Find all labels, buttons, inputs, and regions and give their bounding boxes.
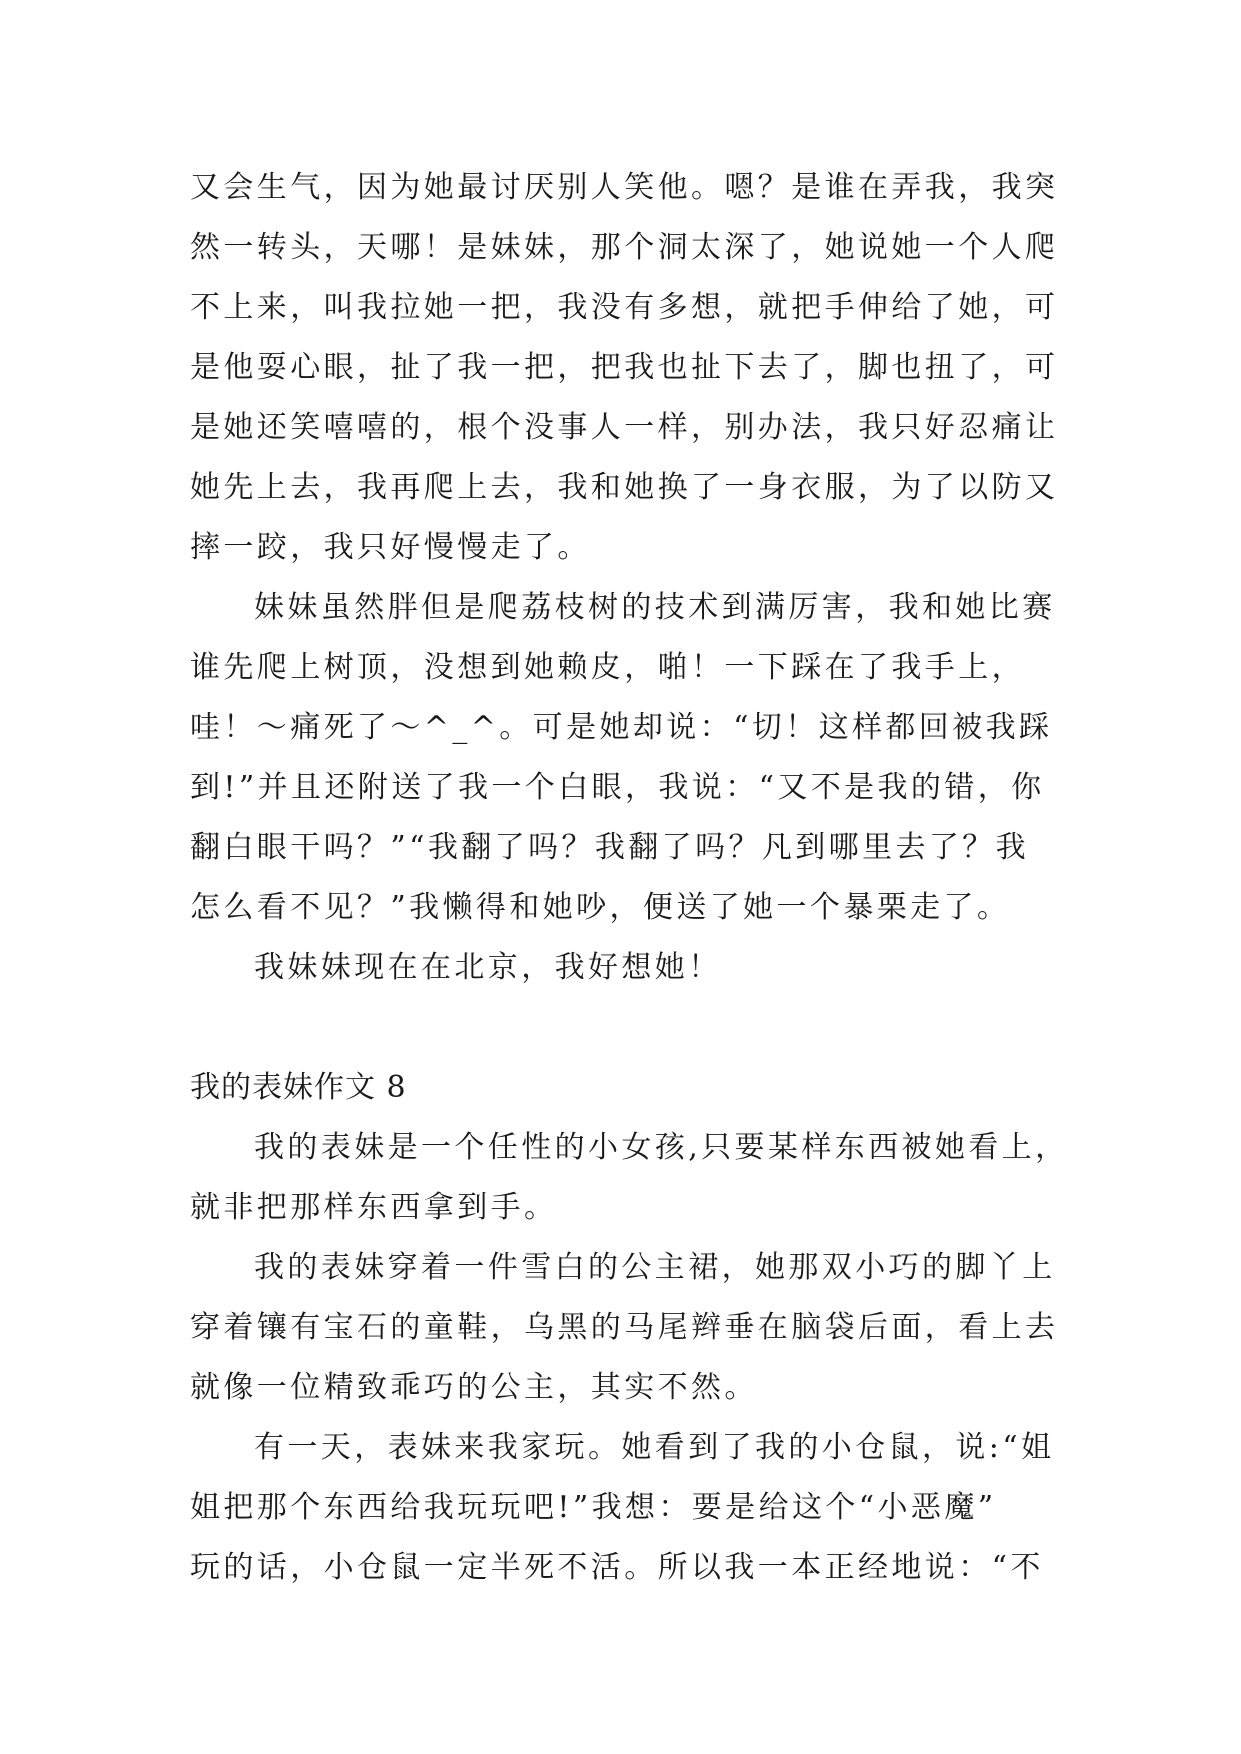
document-page xyxy=(190,158,1069,1598)
spacer xyxy=(190,998,1050,1058)
text-line: 摔一跤，我只好慢慢走了。 xyxy=(190,530,591,565)
text-line: 我的表妹是一个任性的小女孩,只要某样东西被她看上， xyxy=(254,1130,1069,1165)
text-line: 她先上去，我再爬上去，我和她换了一身衣服，为了以防又 xyxy=(190,470,1059,505)
text-line: 我的表妹穿着一件雪白的公主裙，她那双小巧的脚丫上 xyxy=(254,1250,1056,1285)
text-line: 翻白眼干吗？”“我翻了吗？我翻了吗？凡到哪里去了？我 xyxy=(190,830,1030,865)
text-line: 我妹妹现在在北京，我好想她！ xyxy=(254,950,722,985)
text-line: 又会生气，因为她最讨厌别人笑他。嗯？是谁在弄我，我突 xyxy=(190,170,1059,205)
text-line: 就像一位精致乖巧的公主，其实不然。 xyxy=(190,1370,758,1405)
text-line: 有一天，表妹来我家玩。她看到了我的小仓鼠，说:“姐 xyxy=(254,1430,1055,1465)
text-line: 哇！～痛死了～^_^。可是她却说：“切！这样都回被我踩 xyxy=(190,710,1053,745)
text-line: 然一转头，天哪！是妹妹，那个洞太深了，她说她一个人爬 xyxy=(190,230,1059,265)
section-title: 我的表妹作文 8 xyxy=(190,1070,407,1105)
text-line: 是他耍心眼，扯了我一把，把我也扯下去了，脚也扭了，可 xyxy=(190,350,1059,385)
paragraph xyxy=(190,938,1050,998)
paragraph xyxy=(190,578,1056,938)
paragraph xyxy=(190,158,1059,578)
text-line: 不上来，叫我拉她一把，我没有多想，就把手伸给了她，可 xyxy=(190,290,1059,325)
paragraph xyxy=(190,1418,1055,1598)
text-line: 是她还笑嘻嘻的，根个没事人一样，别办法，我只好忍痛让 xyxy=(190,410,1059,445)
text-line: 怎么看不见？”我懒得和她吵，便送了她一个暴栗走了。 xyxy=(190,890,1011,925)
paragraph xyxy=(190,1238,1059,1418)
text-line: 妹妹虽然胖但是爬荔枝树的技术到满厉害，我和她比赛 xyxy=(254,590,1056,625)
paragraph xyxy=(190,1118,1069,1238)
text-line: 姐把那个东西给我玩玩吧!”我想：要是给这个“小恶魔” xyxy=(190,1490,997,1525)
text-line: 谁先爬上树顶，没想到她赖皮，啪！一下踩在了我手上， xyxy=(190,650,1025,685)
text-line: 玩的话，小仓鼠一定半死不活。所以我一本正经地说：“不 xyxy=(190,1550,1044,1585)
text-line: 穿着镶有宝石的童鞋，乌黑的马尾辫垂在脑袋后面，看上去 xyxy=(190,1310,1059,1345)
text-line: 就非把那样东西拿到手。 xyxy=(190,1190,558,1225)
text-line: 到!”并且还附送了我一个白眼，我说：“又不是我的错，你 xyxy=(190,770,1045,805)
